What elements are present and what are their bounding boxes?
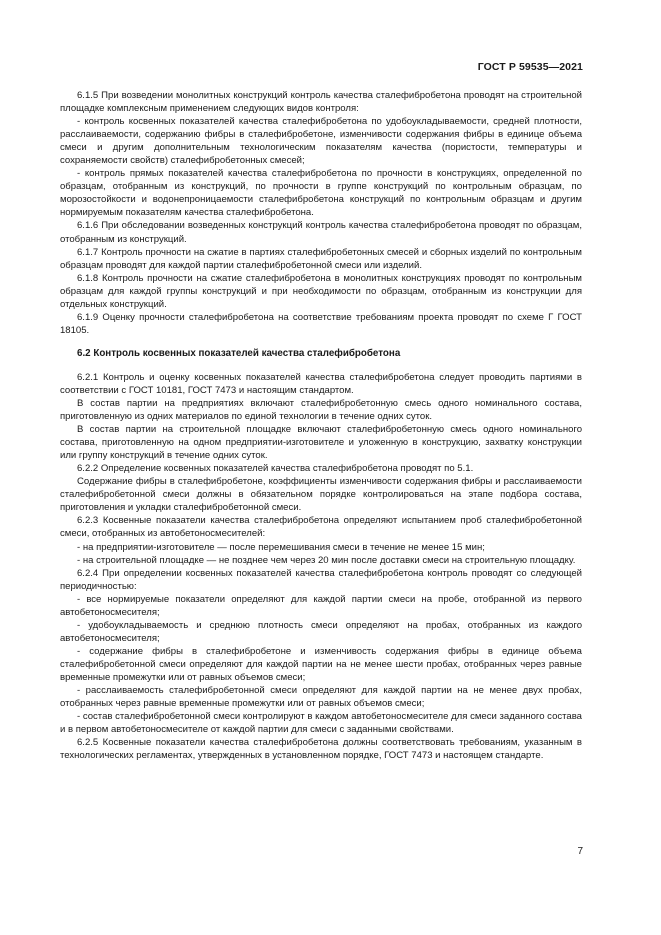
section-heading: 6.2 Контроль косвенных показателей качества сталефибробетона bbox=[77, 347, 401, 359]
paragraph: 6.1.5 При возведении монолитных конструкций контроль качества сталефибробетона проводят на строительной площадке комплексным применением следующих видов контроля: bbox=[60, 90, 582, 115]
paragraph: 6.2.4 При определении косвенных показателей качества сталефибробетона контроль проводят со следующей периодичностью: bbox=[60, 567, 582, 592]
list-item: - расслаиваемость сталефибробетонной смеси определяют для каждой партии на не менее двух пробах, отобранных через равные временные промежутки или от равных объемов смеси; bbox=[60, 685, 582, 710]
list-item: - удобоукладываемость и среднюю плотность смеси определяют на пробах, отобранных из каждого автобетоносмесителя; bbox=[60, 619, 582, 644]
paragraph: 6.1.8 Контроль прочности на сжатие сталефибробетона в монолитных конструкциях проводят по контрольным образцам для каждой группы конструкций и при необходимости по образцам, отобранным из конструкции для отдельных конструкций. bbox=[60, 272, 582, 310]
list-item: - содержание фибры в сталефибробетоне и изменчивость содержания фибры в единице объема сталефибробетонной смеси определяют для каждой партии на не менее шести пробах, отобранных через равные временные промежутки или от равных объемов смеси; bbox=[60, 645, 582, 683]
page-number: 7 bbox=[577, 846, 583, 857]
list-item: - все нормируемые показатели определяют для каждой партии смеси на пробе, отобранной из первого автобетоносмесителя; bbox=[60, 593, 582, 618]
paragraph: 6.2.5 Косвенные показатели качества сталефибробетона должны соответствовать требованиям, указанным в технологических регламентах, утвержденных в установленном порядке, ГОСТ 7473 и настоящем стандарте. bbox=[60, 737, 582, 762]
paragraph: Содержание фибры в сталефибробетоне, коэффициенты изменчивости содержания фибры и расслаиваемости сталефибробетонной смеси должны в обязательном порядке контролироваться на этапе подбора состава, приготовления и укладки сталефибробетонной смеси. bbox=[60, 476, 582, 514]
document-header: ГОСТ Р 59535—2021 bbox=[477, 61, 583, 73]
paragraph: 6.2.3 Косвенные показатели качества сталефибробетона определяют испытанием проб сталефибробетонной смеси, отобранных из автобетоносмесителей: bbox=[60, 515, 582, 540]
paragraph: 6.1.6 При обследовании возведенных конструкций контроль качества сталефибробетона проводят по образцам, отобранным из конструкций. bbox=[60, 220, 582, 245]
document-body bbox=[60, 89, 582, 762]
list-item: - состав сталефибробетонной смеси контролируют в каждом автобетоносмесителе для смеси заданного состава и в первом автобетоносмесителе от каждой партии для смеси с заданными свойствами. bbox=[60, 711, 582, 736]
paragraph: В состав партии на строительной площадке включают сталефибробетонную смесь одного номинального состава, приготовленную на одном предприятии-изготовителе и уложенную в конструкцию, захватку конструкции или группу конструкций в течение одних суток. bbox=[60, 424, 582, 462]
list-item: - на предприятии-изготовителе — после перемешивания смеси в течение не менее 15 мин; bbox=[77, 541, 485, 553]
list-item: - контроль косвенных показателей качества сталефибробетона по удобоукладываемости, средней плотности, расслаиваемости, содержанию фибры в сталефибробетоне, изменчивости содержания фибры в единице объема смеси и другим дополнительным технологическим показателям качества (пористости, температуры и сохраняемости свойств) сталефибробетонных смесей; bbox=[60, 116, 582, 167]
list-item: - контроль прямых показателей качества сталефибробетона по прочности в конструкциях, определенной по образцам, отобранным из конструкций, по прочности в группе конструкций по контрольным образцам, по морозостойкости и водонепроницаемости сталефибробетона конструкций по контрольным образцам и другим нормируемым показателям качества сталефибробетона. bbox=[60, 168, 582, 219]
paragraph: 6.2.1 Контроль и оценку косвенных показателей качества сталефибробетона следует проводить партиями в соответствии с ГОСТ 10181, ГОСТ 7473 и настоящим стандартом. bbox=[60, 371, 582, 396]
paragraph: 6.2.2 Определение косвенных показателей качества сталефибробетона проводят по 5.1. bbox=[77, 463, 474, 475]
list-item: - на строительной площадке — не позднее чем через 20 мин после доставки смеси на строительную площадку. bbox=[77, 554, 576, 566]
paragraph: В состав партии на предприятиях включают сталефибробетонную смесь одного номинального состава, приготовленную из одних материалов по единой технологии в течение одних суток. bbox=[60, 397, 582, 423]
paragraph: 6.1.9 Оценку прочности сталефибробетона на соответствие требованиям проекта проводят по схеме Г ГОСТ 18105. bbox=[60, 311, 582, 336]
paragraph: 6.1.7 Контроль прочности на сжатие в партиях сталефибробетонных смесей и сборных изделий по контрольным образцам проводят для каждой партии сталефибробетонной смеси или изделий. bbox=[60, 246, 582, 271]
